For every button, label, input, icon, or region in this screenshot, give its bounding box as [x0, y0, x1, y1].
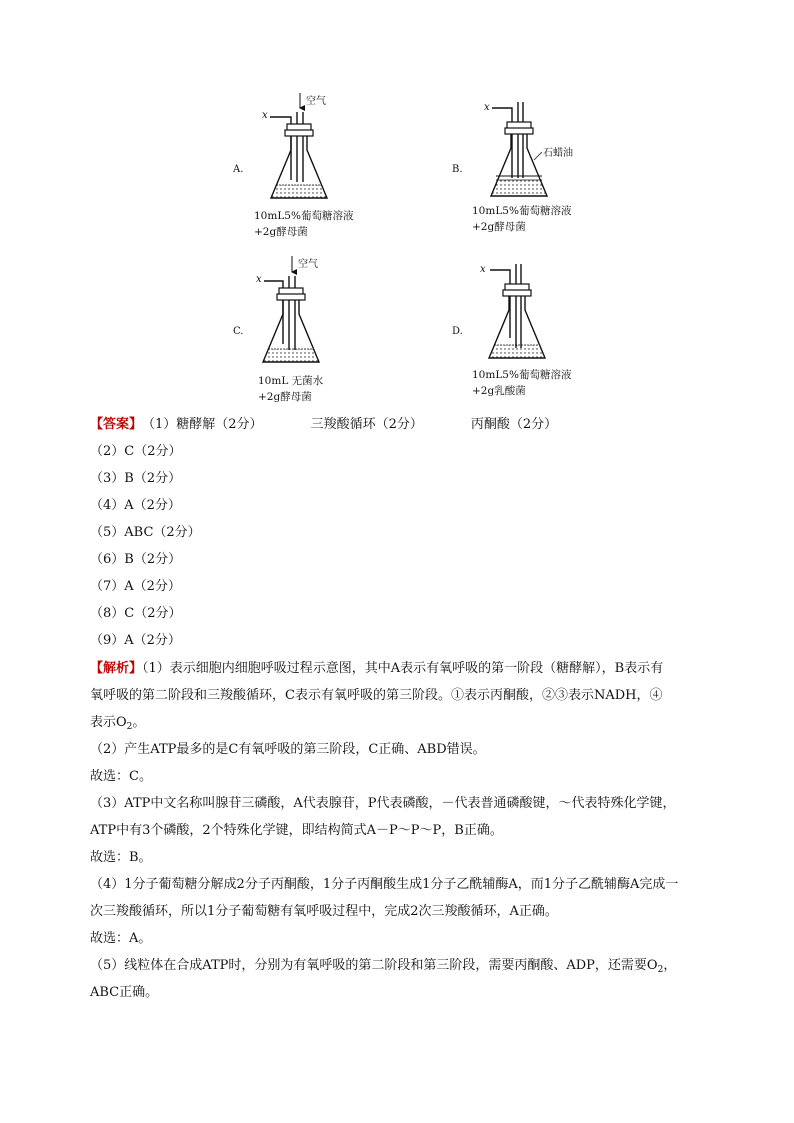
analysis-p1-l1: （1）表示细胞内细胞呼吸过程示意图，其中A表示有氧呼吸的第一阶段（糖酵解），B表示有 [142, 661, 664, 676]
answer-line: （2）C（2分） [90, 444, 182, 459]
flask-setup-figure [0, 0, 794, 410]
analysis-p5-l1 [90, 952, 730, 979]
analysis-p1-l2: 氧呼吸的第二阶段和三羧酸循环，C表示有氧呼吸的第三阶段。①表示丙酮酸，②③表示NADH，④ [90, 688, 663, 703]
answer-line: （3）B（2分） [90, 471, 182, 486]
answer-line: （6）B（2分） [90, 552, 182, 567]
analysis-p1-l3 [90, 709, 730, 736]
answer-line-1 [90, 411, 730, 438]
caption-c-1: 10mL 无菌水 [258, 375, 324, 387]
caption-b-2: +2g酵母菌 [472, 221, 526, 233]
flask-b [452, 102, 573, 233]
analysis-p2-select: 故选：C。 [90, 769, 152, 784]
analysis-p5-l1a: （5）线粒体在合成ATP时，分别为有氧呼吸的第二阶段和第三阶段，需要丙酮酸、ADP，还需要O [90, 958, 658, 973]
option-letter-b: B. [452, 164, 463, 175]
answer-line: （5）ABC（2分） [90, 525, 201, 540]
flask-d [452, 264, 572, 397]
answer-line: （4）A（2分） [90, 498, 181, 513]
answer-line: （9）A（2分） [90, 633, 181, 648]
option-letter-d: D. [452, 326, 463, 337]
analysis-p4-select: 故选：A。 [90, 931, 152, 946]
caption-a-1: 10mL5%葡萄糖溶液 [254, 210, 354, 222]
answer-1b: 三羧酸循环（2分） [310, 417, 423, 432]
o2-subscript: 2 [657, 965, 664, 975]
option-letter-a: A. [233, 164, 244, 175]
option-letter-c: C. [233, 326, 244, 337]
flask-c [233, 256, 324, 403]
analysis-p4-l1: （4）1分子葡萄糖分解成2分子丙酮酸，1分子丙酮酸生成1分子乙酰辅酶A，而1分子乙酰辅酶A完成一 [90, 877, 679, 892]
answer-section [90, 411, 730, 654]
analysis-p3-l1: （3）ATP中文名称叫腺苷三磷酸，A代表腺苷，P代表磷酸，－代表普通磷酸键，～代表特殊化学键， [90, 796, 676, 811]
analysis-heading: 【解析】 [90, 661, 143, 676]
x-label-a: x [262, 110, 268, 121]
answer-1a: （1）糖酵解（2分） [142, 417, 263, 432]
x-label-b: x [484, 102, 490, 113]
caption-d-1: 10mL5%葡萄糖溶液 [472, 369, 572, 381]
caption-d-2: +2g乳酸菌 [472, 385, 526, 397]
answer-1c: 丙酮酸（2分） [470, 417, 558, 432]
caption-a-2: +2g酵母菌 [254, 226, 308, 238]
analysis-p1-l3b: 。 [132, 715, 146, 730]
x-label-d: x [480, 264, 486, 275]
caption-b-1: 10mL5%葡萄糖溶液 [472, 205, 572, 217]
analysis-p3-select: 故选：B。 [90, 850, 152, 865]
answer-line: （7）A（2分） [90, 579, 181, 594]
paraffin-oil-label: 石蜡油 [543, 148, 573, 159]
analysis-p4-l2: 次三羧酸循环，所以1分子葡萄糖有氧呼吸过程中，完成2次三羧酸循环，A正确。 [90, 904, 558, 919]
analysis-p3-l2: ATP中有3个磷酸，2个特殊化学键，即结构简式A－P～P～P，B正确。 [90, 823, 503, 838]
caption-c-2: +2g酵母菌 [258, 391, 312, 403]
analysis-p1-l3a: 表示O [90, 715, 127, 730]
air-label-c: 空气 [298, 259, 318, 270]
analysis-line [90, 655, 730, 682]
answer-line: （8）C（2分） [90, 606, 182, 621]
o2-subscript: 2 [126, 722, 133, 732]
analysis-p5-l2: ABC正确。 [90, 985, 159, 1000]
answer-heading: 【答案】 [90, 417, 143, 432]
x-label-c: x [256, 274, 262, 285]
analysis-p2: （2）产生ATP最多的是C有氧呼吸的第三阶段，C正确、ABD错误。 [90, 742, 486, 757]
analysis-p5-l1b: ， [663, 958, 677, 973]
flask-a [232, 93, 354, 238]
analysis-section [90, 655, 730, 1006]
air-label-a: 空气 [306, 96, 326, 107]
